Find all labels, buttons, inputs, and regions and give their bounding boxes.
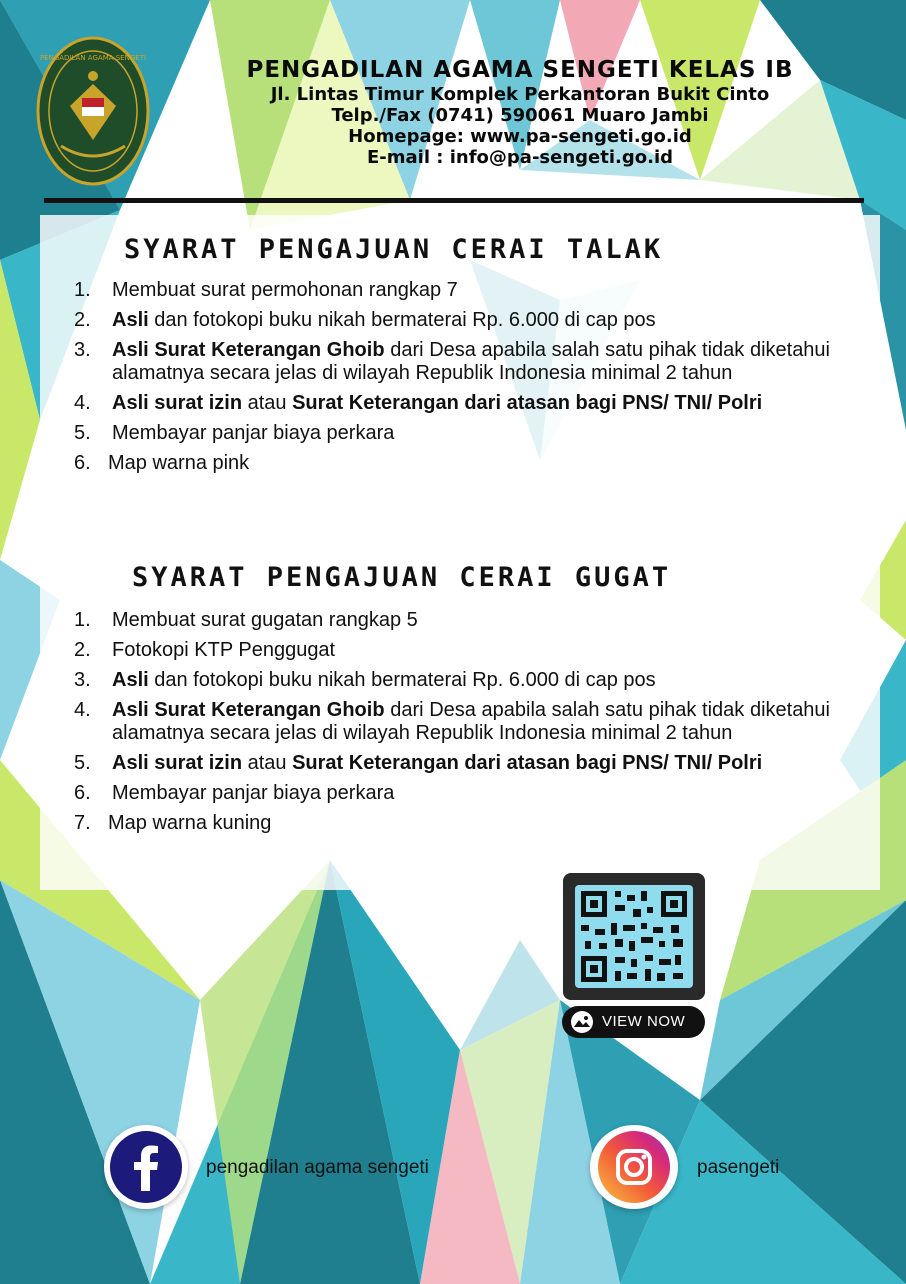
requirement-text <box>112 699 830 745</box>
requirement-number: 5. <box>74 752 91 774</box>
requirement-number: 3. <box>74 669 91 691</box>
requirement-number: 5. <box>74 422 91 444</box>
requirement-number: 3. <box>74 339 91 361</box>
requirement-text-part: Membayar panjar biaya perkara <box>112 782 395 804</box>
requirement-text-part: dari Desa apabila salah satu pihak tidak diketahui alamatnya secara jelas di wilayah Republik Indonesia minimal 2 tahun <box>112 339 831 384</box>
requirement-text-part: Map warna kuning <box>108 812 272 834</box>
talak-title: SYARAT PENGAJUAN CERAI TALAK <box>124 234 664 265</box>
requirement-item <box>74 452 830 475</box>
requirement-text <box>108 452 830 475</box>
requirement-item <box>74 752 830 775</box>
logo-text: PENGADILAN AGAMA SENGETI <box>39 54 147 62</box>
requirement-number: 1. <box>74 279 91 301</box>
requirement-text-part: dan fotokopi buku nikah bermaterai Rp. 6.000 di cap pos <box>148 669 656 691</box>
requirement-item <box>74 309 830 332</box>
requirement-text <box>112 782 830 805</box>
requirement-text-part: atau <box>242 392 293 414</box>
requirement-number: 4. <box>74 392 91 414</box>
requirement-item <box>74 782 830 805</box>
talak-requirements-list <box>74 279 830 482</box>
requirement-text-part: dari Desa apabila salah satu pihak tidak diketahui alamatnya secara jelas di wilayah Republik Indonesia minimal 2 tahun <box>112 699 831 744</box>
qr-pattern <box>575 885 693 988</box>
requirement-number: 7. <box>74 812 91 834</box>
requirement-item <box>74 279 830 302</box>
requirement-item <box>74 339 830 385</box>
requirement-item <box>74 639 830 662</box>
requirement-text <box>112 279 830 302</box>
facebook-icon <box>104 1125 188 1209</box>
requirement-text-bold: Surat Keterangan dari atasan bagi PNS/ TNI/ Polri <box>292 392 763 414</box>
requirement-text-part: dan fotokopi buku nikah bermaterai Rp. 6.000 di cap pos <box>148 309 656 331</box>
facebook-label[interactable]: pengadilan agama sengeti <box>206 1157 429 1178</box>
requirement-text-bold: Surat Keterangan dari atasan bagi PNS/ TNI/ Polri <box>292 752 763 774</box>
requirement-number: 1. <box>74 609 91 631</box>
qr-code[interactable] <box>563 873 705 1000</box>
requirement-item <box>74 422 830 445</box>
view-now-label: VIEW NOW <box>602 1013 686 1030</box>
court-address: Jl. Lintas Timur Komplek Perkantoran Bukit Cinto <box>270 84 770 105</box>
image-icon <box>568 1010 596 1034</box>
requirement-text <box>112 639 830 662</box>
requirement-number: 2. <box>74 639 91 661</box>
requirement-number: 4. <box>74 699 91 721</box>
requirement-number: 2. <box>74 309 91 331</box>
requirement-text-bold: Asli <box>112 309 149 331</box>
requirement-text <box>112 609 830 632</box>
requirement-text-part: Membuat surat permohonan rangkap 7 <box>112 279 458 301</box>
gugat-requirements-list <box>74 609 830 842</box>
court-logo <box>36 36 150 186</box>
requirement-text-bold: Asli surat izin <box>112 752 243 774</box>
requirement-text <box>112 309 830 332</box>
requirement-item <box>74 392 830 415</box>
requirement-text-bold: Asli <box>112 669 149 691</box>
requirement-text-part: Membuat surat gugatan rangkap 5 <box>112 609 418 631</box>
requirement-text-bold: Asli Surat Keterangan Ghoib <box>112 699 385 721</box>
facebook-link[interactable] <box>104 1125 188 1209</box>
requirement-text-part: atau <box>242 752 293 774</box>
requirement-text-part: Membayar panjar biaya perkara <box>112 422 395 444</box>
requirement-text-part: Fotokopi KTP Penggugat <box>112 639 336 661</box>
requirement-number: 6. <box>74 452 91 474</box>
requirement-item <box>74 699 830 745</box>
court-name: PENGADILAN AGAMA SENGETI KELAS IB <box>246 57 794 83</box>
header-divider <box>44 198 864 203</box>
view-now-button[interactable] <box>562 1006 705 1038</box>
requirement-text <box>112 669 830 692</box>
instagram-label[interactable]: pasengeti <box>697 1157 780 1178</box>
gugat-title: SYARAT PENGAJUAN CERAI GUGAT <box>132 562 672 593</box>
requirement-text <box>112 392 830 415</box>
qr-code-panel <box>575 885 693 988</box>
requirement-item <box>74 669 830 692</box>
header-block <box>160 56 880 168</box>
requirement-text <box>112 339 830 385</box>
requirement-text-bold: Asli surat izin <box>112 392 243 414</box>
court-homepage[interactable]: Homepage: www.pa-sengeti.go.id <box>348 126 692 147</box>
requirement-text <box>112 422 830 445</box>
requirement-text <box>108 812 830 835</box>
requirement-number: 6. <box>74 782 91 804</box>
court-email[interactable]: E-mail : info@pa-sengeti.go.id <box>366 147 673 168</box>
instagram-link[interactable] <box>590 1125 678 1209</box>
court-phone: Telp./Fax (0741) 590061 Muaro Jambi <box>331 105 709 126</box>
requirement-item <box>74 812 830 835</box>
instagram-icon <box>590 1125 678 1209</box>
requirement-text-part: Map warna pink <box>108 452 250 474</box>
requirement-text-bold: Asli Surat Keterangan Ghoib <box>112 339 385 361</box>
requirement-text <box>112 752 830 775</box>
requirement-item <box>74 609 830 632</box>
